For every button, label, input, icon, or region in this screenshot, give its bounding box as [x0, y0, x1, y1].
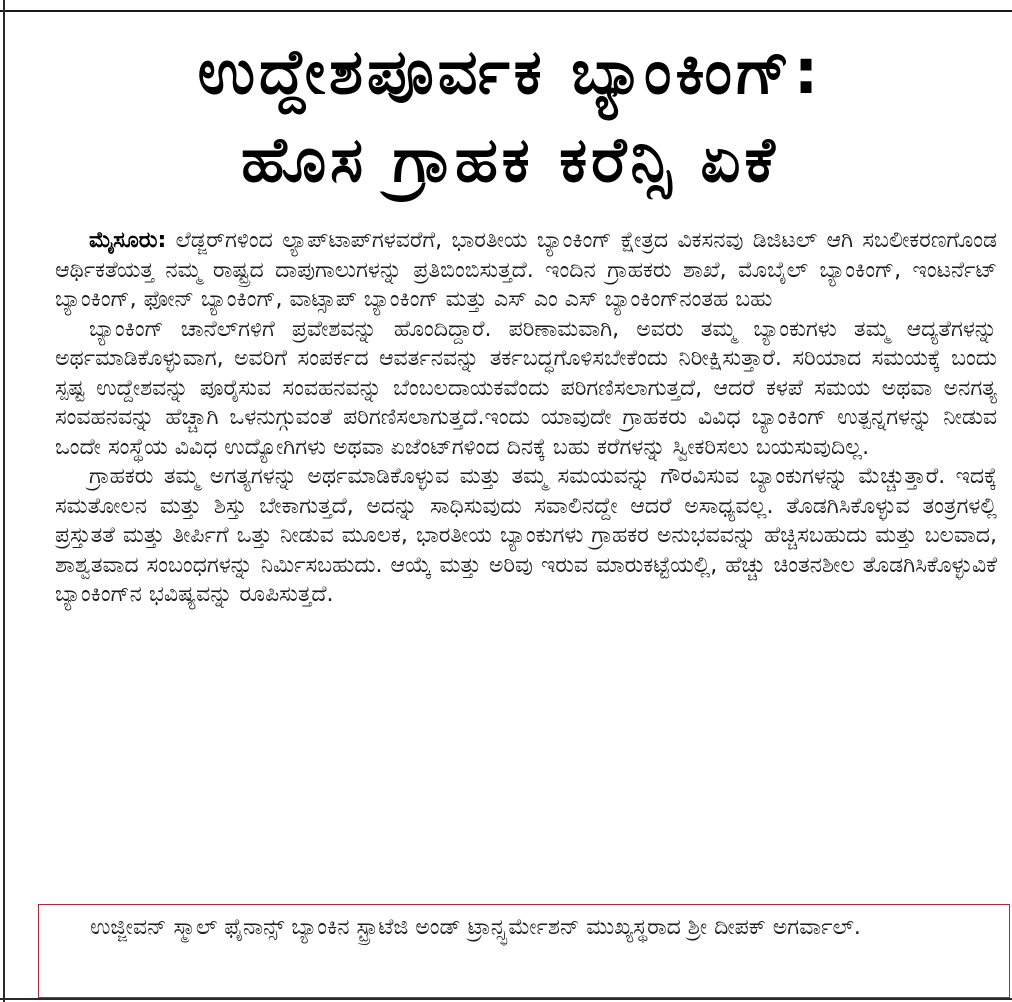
- left-border-rule: [3, 0, 5, 1002]
- headline: [30, 28, 990, 204]
- article-body: [55, 226, 997, 610]
- paragraph-1-text: ಲೆಡ್ಜರ್‌ಗಳಿಂದ ಲ್ಯಾಪ್‌ಟಾಪ್‌ಗಳವರೆಗೆ, ಭಾರತೀಯ ಬ್ಯಾಂಕಿಂಗ್ ಕ್ಷೇತ್ರದ ವಿಕಸನವು ಡಿಜಿಟಲ್ ಆಗಿ ಸಬಲೀಕರಣಗೊಂಡ ಆರ್ಥಿಕತೆಯತ್ತ ನಮ್ಮ ರಾಷ್ಟ್ರದ ದಾಪುಗಾಲುಗಳನ್ನು ಪ್ರತಿಬಿಂಬಿಸುತ್ತದೆ. ಇಂದಿನ ಗ್ರಾಹಕರು ಶಾಖೆ, ಮೊಬೈಲ್ ಬ್ಯಾಂಕಿಂಗ್, ಇಂಟರ್ನೆಟ್ ಬ್ಯಾಂಕಿಂಗ್, ಫೋನ್ ಬ್ಯಾಂಕಿಂಗ್, ವಾಟ್ಸಾಪ್ ಬ್ಯಾಂಕಿಂಗ್ ಮತ್ತು ಎಸ್ ಎಂ ಎಸ್ ಬ್ಯಾಂಕಿಂಗ್‌ನಂತಹ ಬಹು: [55, 228, 997, 312]
- dateline: ಮೈಸೂರು:: [89, 228, 167, 253]
- bottom-border-rule: [0, 998, 1012, 1000]
- paragraph-2: ಬ್ಯಾಂಕಿಂಗ್ ಚಾನೆಲ್‌ಗಳಿಗೆ ಪ್ರವೇಶವನ್ನು ಹೊಂದಿದ್ದಾರೆ. ಪರಿಣಾಮವಾಗಿ, ಅವರು ತಮ್ಮ ಬ್ಯಾಂಕುಗಳು ತಮ್ಮ ಆದ್ಯತೆಗಳನ್ನು ಅರ್ಥಮಾಡಿಕೊಳ್ಳುವಾಗ, ಅವರಿಗೆ ಸಂಪರ್ಕದ ಆವರ್ತನವನ್ನು ತರ್ಕಬದ್ಧಗೊಳಿಸಬೇಕೆಂದು ನಿರೀಕ್ಷಿಸುತ್ತಾರೆ. ಸರಿಯಾದ ಸಮಯಕ್ಕೆ ಬಂದು ಸ್ಪಷ್ಟ ಉದ್ದೇಶವನ್ನು ಪೂರೈಸುವ ಸಂವಹನವನ್ನು ಬೆಂಬಲದಾಯಕವೆಂದು ಪರಿಗಣಿಸಲಾಗುತ್ತದೆ, ಆದರೆ ಕಳಪೆ ಸಮಯ ಅಥವಾ ಅನಗತ್ಯ ಸಂವಹನವನ್ನು ಹೆಚ್ಚಾಗಿ ಒಳನುಗ್ಗುವಂತೆ ಪರಿಗಣಿಸಲಾಗುತ್ತದೆ.ಇಂದು ಯಾವುದೇ ಗ್ರಾಹಕರು ವಿವಿಧ ಬ್ಯಾಂಕಿಂಗ್ ಉತ್ಪನ್ನಗಳನ್ನು ನೀಡುವ ಒಂದೇ ಸಂಸ್ಥೆಯ ವಿವಿಧ ಉದ್ಯೋಗಿಗಳು ಅಥವಾ ಏಜೆಂಟ್‌ಗಳಿಂದ ದಿನಕ್ಕೆ ಬಹು ಕರೆಗಳನ್ನು ಸ್ವೀಕರಿಸಲು ಬಯಸುವುದಿಲ್ಲ.: [55, 316, 997, 460]
- paragraph-3: ಗ್ರಾಹಕರು ತಮ್ಮ ಅಗತ್ಯಗಳನ್ನು ಅರ್ಥಮಾಡಿಕೊಳ್ಳುವ ಮತ್ತು ತಮ್ಮ ಸಮಯವನ್ನು ಗೌರವಿಸುವ ಬ್ಯಾಂಕುಗಳನ್ನು ಮೆಚ್ಚುತ್ತಾರೆ. ಇದಕ್ಕೆ ಸಮತೋಲನ ಮತ್ತು ಶಿಸ್ತು ಬೇಕಾಗುತ್ತದೆ, ಅದನ್ನು ಸಾಧಿಸುವುದು ಸವಾಲಿನದ್ದೇ ಆದರೆ ಅಸಾಧ್ಯವಲ್ಲ. ತೊಡಗಿಸಿಕೊಳ್ಳುವ ತಂತ್ರಗಳಲ್ಲಿ ಪ್ರಸ್ತುತತೆ ಮತ್ತು ತೀರ್ಪಿಗೆ ಒತ್ತು ನೀಡುವ ಮೂಲಕ, ಭಾರತೀಯ ಬ್ಯಾಂಕುಗಳು ಗ್ರಾಹಕರ ಅನುಭವವನ್ನು ಹೆಚ್ಚಿಸಬಹುದು ಮತ್ತು ಬಲವಾದ, ಶಾಶ್ವತವಾದ ಸಂಬಂಧಗಳನ್ನು ನಿರ್ಮಿಸಬಹುದು. ಆಯ್ಕೆ ಮತ್ತು ಅರಿವು ಇರುವ ಮಾರುಕಟ್ಟೆಯಲ್ಲಿ, ಹೆಚ್ಚು ಚಿಂತನಶೀಲ ತೊಡಗಿಸಿಕೊಳ್ಳುವಿಕೆ ಬ್ಯಾಂಕಿಂಗ್‌ನ ಭವಿಷ್ಯವನ್ನು ರೂಪಿಸುತ್ತದೆ.: [55, 464, 997, 607]
- photo-caption: [56, 913, 998, 943]
- headline-line-1: ಉದ್ದೇಶಪೂರ್ವಕ ಬ್ಯಾಂಕಿಂಗ್:: [197, 35, 823, 108]
- caption-text: ಉಜ್ಜೀವನ್ ಸ್ಮಾಲ್ ಫೈನಾನ್ಸ್ ಬ್ಯಾಂಕಿನ ಸ್ಟ್ರಾಟೆಜಿ ಅಂಡ್ ಟ್ರಾನ್ಸ್ಫರ್ಮೇಶನ್ ಮುಖ್ಯಸ್ಥರಾದ ಶ್ರೀ ದೀಪಕ್ ಅಗರ್ವಾಲ್.: [90, 915, 861, 940]
- photo-caption-box: [38, 904, 1010, 998]
- paragraph-1: [55, 226, 997, 315]
- top-border-rule: [0, 10, 1012, 12]
- headline-line-2: ಹೊಸ ಗ್ರಾಹಕ ಕರೆನ್ಸಿ ಏಕೆ: [241, 123, 779, 196]
